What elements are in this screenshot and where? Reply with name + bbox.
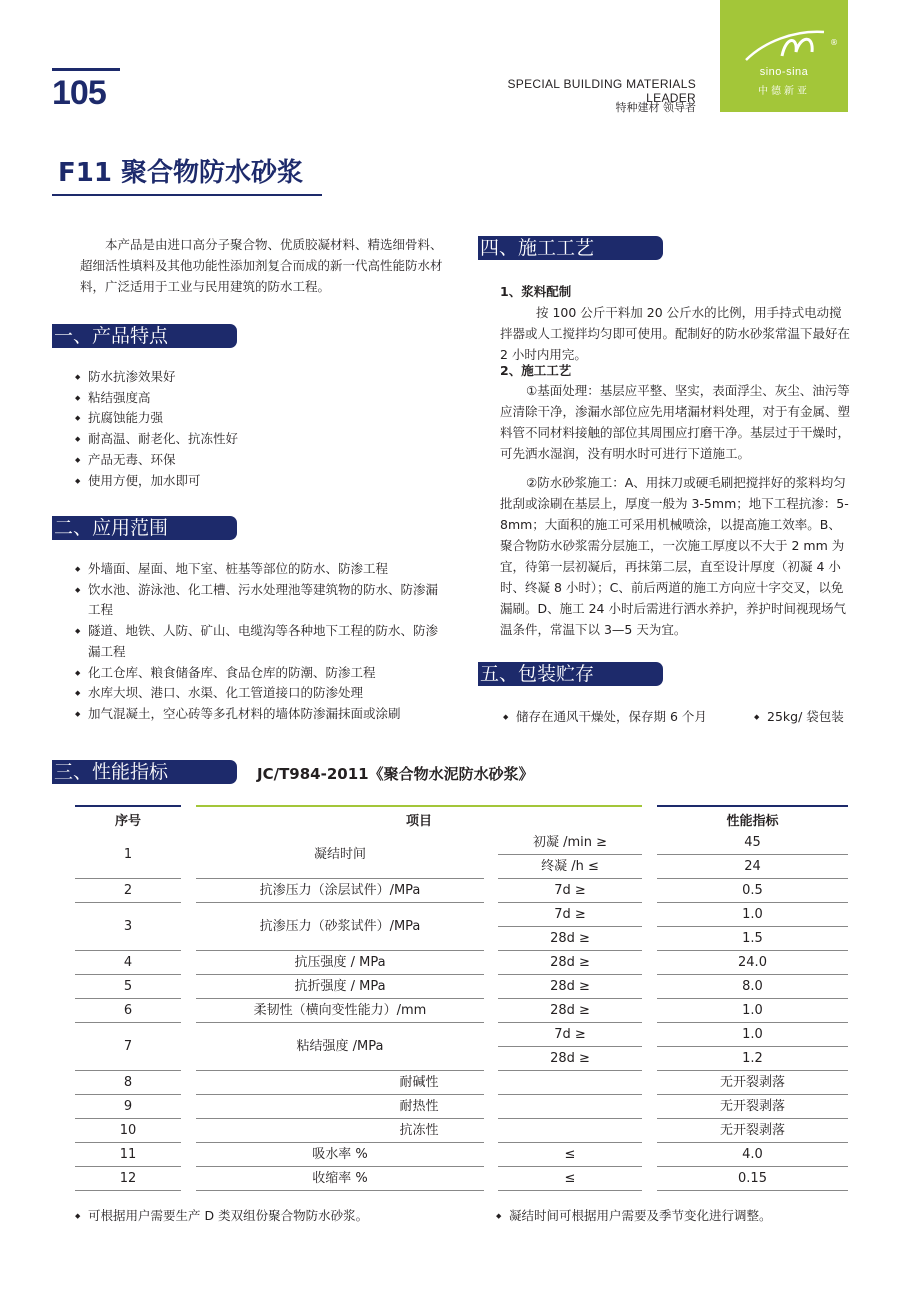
cell-value: 24 <box>744 859 761 874</box>
cell-condition: 7d ≥ <box>554 907 586 922</box>
row-divider <box>657 1190 848 1191</box>
header-rule-no <box>75 805 181 807</box>
cell-value: 1.5 <box>742 931 763 946</box>
list-item: ◆ 使用方便，加水即可 <box>75 471 455 492</box>
cell-value: 无开裂剥落 <box>719 1099 785 1114</box>
cell-condition: ≤ <box>564 1171 576 1186</box>
cell-value: 无开裂剥落 <box>719 1075 785 1090</box>
scope-list <box>75 559 450 725</box>
cell-condition: 28d ≥ <box>550 1003 590 1018</box>
row-divider <box>498 1190 642 1191</box>
cell-value: 4.0 <box>742 1147 763 1162</box>
section-process-title: 四、施工工艺 <box>478 236 663 260</box>
logo-swoosh-icon <box>740 22 830 66</box>
section-packaging-title: 五、包装贮存 <box>478 662 663 686</box>
header-rule-value <box>657 805 848 807</box>
process-paragraph-3: ②防水砂浆施工：A、用抹刀或硬毛刷把搅拌好的浆料均匀批刮或涂刷在基层上，厚度一般为 3-5mm；地下工程抗渗：5-8mm；大面积的施工可采用机械喷涂，以提高施工效率。B、聚合物防水砂浆需分层施工，一次施工厚度以不大于 2 mm 为宜，待第一层初凝后，再抹第二层，直至设计厚度（初凝 4 小时、终凝 8 小时）；C、前后两道的施工方向应十字交叉，以免漏刷。D、施工 24 小时后需进行洒水养护，养护时间视现场气温条件，常温下以 3—5 天为宜。 <box>500 475 849 637</box>
cell-value: 24.0 <box>738 955 767 970</box>
cell-item: 凝结时间 <box>313 847 366 862</box>
cell-condition: 7d ≥ <box>554 1027 586 1042</box>
cell-condition: ≤ <box>564 1147 576 1162</box>
cell-condition: 终凝 /h ≤ <box>541 859 599 874</box>
cell-item: 抗冻性 <box>399 1123 439 1138</box>
cell-value: 8.0 <box>742 979 763 994</box>
cell-item: 耐热性 <box>399 1099 439 1114</box>
cell-condition: 28d ≥ <box>550 955 590 970</box>
list-item: ◆ 化工仓库、粮食储备库、食品仓库的防潮、防渗工程 <box>75 663 450 684</box>
list-item: ◆ 粘结强度高 <box>75 388 455 409</box>
column-header-no: 序号 <box>114 814 141 829</box>
list-item: ◆ 储存在通风干燥处，保存期 6 个月 <box>503 707 763 728</box>
packaging-list-1 <box>503 707 763 728</box>
cell-value: 1.0 <box>742 1027 763 1042</box>
packaging-list-2 <box>754 707 854 728</box>
cell-condition: 28d ≥ <box>550 931 590 946</box>
cell-value: 0.5 <box>742 883 763 898</box>
page-title: F11 聚合物防水砂浆 <box>58 158 303 188</box>
standard-title: JC/T984-2011《聚合物水泥防水砂浆》 <box>257 765 534 783</box>
row-divider <box>75 1190 181 1191</box>
list-item: ◆ 水库大坝、港口、水渠、化工管道接口的防渗处理 <box>75 683 450 704</box>
process-heading-2: 2、施工工艺 <box>500 363 572 378</box>
cell-condition: 7d ≥ <box>554 883 586 898</box>
logo-registered-mark: ® <box>830 38 838 47</box>
cell-item: 粘结强度 /MPa <box>296 1039 384 1054</box>
list-item: ◆ 凝结时间可根据用户需要及季节变化进行调整。 <box>496 1206 856 1227</box>
footnote-1 <box>75 1206 475 1227</box>
list-item: ◆ 外墙面、屋面、地下室、桩基等部位的防水、防渗工程 <box>75 559 450 580</box>
process-paragraph-2: ①基面处理：基层应平整、坚实，表面浮尘、灰尘、油污等应清除干净，渗漏水部位应先用堵漏材料处理，对于有金属、塑料管不同材料接触的部位其周围应打磨干净。基层过于干燥时，可先洒水湿润，没有明水时可进行下道施工。 <box>500 383 851 461</box>
cell-no: 8 <box>123 1075 133 1090</box>
list-item: ◆ 饮水池、游泳池、化工槽、污水处理池等建筑物的防水、防渗漏工程 <box>75 580 450 621</box>
cell-value: 1.2 <box>742 1051 763 1066</box>
section-features-title: 一、产品特点 <box>52 324 237 348</box>
column-header-value: 性能指标 <box>726 814 779 829</box>
cell-no: 11 <box>119 1147 137 1162</box>
cell-no: 2 <box>123 883 133 898</box>
cell-item: 抗渗压力（砂浆试件）/MPa <box>259 919 421 934</box>
cell-value: 无开裂剥落 <box>719 1123 785 1138</box>
process-heading-1: 1、浆料配制 <box>500 284 572 299</box>
cell-no: 10 <box>119 1123 137 1138</box>
list-item: ◆ 可根据用户需要生产 D 类双组份聚合物防水砂浆。 <box>75 1206 475 1227</box>
logo-text-english: sino-sina <box>759 66 809 78</box>
list-item: ◆ 加气混凝土，空心砖等多孔材料的墙体防渗漏抹面或涂刷 <box>75 704 450 725</box>
tagline-english: SPECIAL BUILDING MATERIALS LEADER <box>507 77 696 105</box>
cell-value: 45 <box>744 835 761 850</box>
logo-text-chinese: 中德新亚 <box>758 86 810 97</box>
brand-logo <box>720 0 848 112</box>
features-list <box>75 367 455 491</box>
cell-no: 6 <box>123 1003 133 1018</box>
cell-item: 吸水率 % <box>312 1147 368 1162</box>
title-underline <box>52 194 322 196</box>
tagline-chinese: 特种建材 领导者 <box>615 101 696 114</box>
cell-condition: 28d ≥ <box>550 1051 590 1066</box>
list-item: ◆ 耐高温、耐老化、抗冻性好 <box>75 429 455 450</box>
cell-condition: 初凝 /min ≥ <box>532 835 608 850</box>
cell-no: 12 <box>119 1171 137 1186</box>
section-performance-title: 三、性能指标 <box>52 760 237 784</box>
cell-value: 1.0 <box>742 1003 763 1018</box>
page-number-rule <box>52 68 120 71</box>
row-divider <box>196 1190 484 1191</box>
list-item: ◆ 防水抗渗效果好 <box>75 367 455 388</box>
cell-item: 抗压强度 / MPa <box>294 955 386 970</box>
cell-item: 抗折强度 / MPa <box>294 979 386 994</box>
cell-item: 收缩率 % <box>312 1171 368 1186</box>
cell-value: 0.15 <box>738 1171 767 1186</box>
cell-no: 5 <box>123 979 133 994</box>
cell-no: 3 <box>123 919 133 934</box>
footnote-2 <box>496 1206 856 1227</box>
list-item: ◆ 抗腐蚀能力强 <box>75 408 455 429</box>
page-number: 105 <box>52 74 106 112</box>
cell-value: 1.0 <box>742 907 763 922</box>
cell-item: 耐碱性 <box>399 1075 439 1090</box>
cell-no: 4 <box>123 955 133 970</box>
process-paragraph-1: 按 100 公斤干料加 20 公斤水的比例，用手持式电动搅拌器或人工搅拌均匀即可使用。配制好的防水砂浆常温下最好在 2 小时内用完。 <box>500 305 851 362</box>
cell-item: 柔韧性（横向变性能力）/mm <box>253 1003 427 1018</box>
cell-no: 9 <box>123 1099 133 1114</box>
header-rule-item <box>196 805 642 807</box>
section-scope-title: 二、应用范围 <box>52 516 237 540</box>
list-item: ◆ 隧道、地铁、人防、矿山、电缆沟等各种地下工程的防水、防渗漏工程 <box>75 621 450 662</box>
cell-no: 1 <box>123 847 133 862</box>
intro-paragraph: 本产品是由进口高分子聚合物、优质胶凝材料、精选细骨料、超细活性填料及其他功能性添加剂复合而成的新一代高性能防水材料，广泛适用于工业与民用建筑的防水工程。 <box>80 237 443 294</box>
cell-condition: 28d ≥ <box>550 979 590 994</box>
cell-no: 7 <box>123 1039 133 1054</box>
list-item: ◆ 25kg/ 袋包装 <box>754 707 854 728</box>
list-item: ◆ 产品无毒、环保 <box>75 450 455 471</box>
cell-item: 抗渗压力（涂层试件）/MPa <box>259 883 421 898</box>
column-header-item: 项目 <box>405 814 432 829</box>
